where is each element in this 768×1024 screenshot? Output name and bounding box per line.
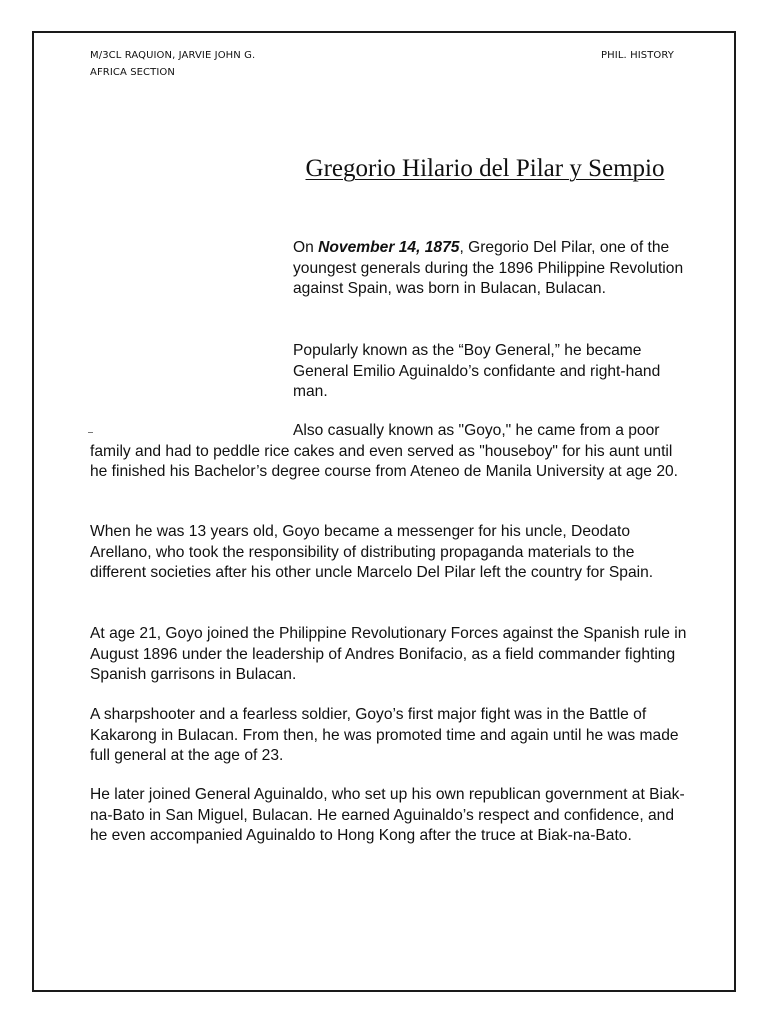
- paragraph-birth: [293, 238, 693, 300]
- paragraph-birth-rest: , Gregorio Del Pilar, one of the youngest generals during the 1896 Philippine Revolution against Spain, was born in Bulacan, Bulacan.: [293, 239, 684, 298]
- document-title: Gregorio Hilario del Pilar y Sempio: [305, 155, 665, 182]
- paragraph-boy-general: Popularly known as the “Boy General,” he became General Emilio Aguinaldo’s confidante and right-hand man.: [293, 342, 661, 401]
- section-line: AFRICA SECTION: [90, 67, 175, 78]
- birth-date: November 14, 1875: [318, 239, 460, 256]
- subject-label: PHIL. HISTORY: [601, 50, 674, 61]
- paragraph-goyo: Also casually known as "Goyo," he came from a poor family and had to peddle rice cakes and even served as "houseboy" for his aunt until he finished his Bachelor’s degree course from Ateneo de Manila University at age 20.: [90, 422, 678, 481]
- student-info: [90, 47, 255, 81]
- paragraph-revolution: At age 21, Goyo joined the Philippine Revolutionary Forces against the Spanish rule in August 1896 under the leadership of Andres Bonifacio, as a field commander fighting Spanish garrisons in Bulacan.: [90, 625, 687, 684]
- paragraph-birth-lead: On: [293, 239, 319, 256]
- paragraph-sharpshooter: A sharpshooter and a fearless soldier, Goyo’s first major fight was in the Battle of Kakarong in Bulacan. From then, he was promoted time and again until he was made full general at the age of 23.: [90, 706, 679, 765]
- paragraph-messenger: When he was 13 years old, Goyo became a messenger for his uncle, Deodato Arellano, who took the responsibility of distributing propaganda materials to the different societies after his other uncle Marcelo Del Pilar left the country for Spain.: [90, 523, 654, 582]
- student-name-line: M/3CL RAQUION, JARVIE JOHN G.: [90, 50, 256, 61]
- paragraph-aguinaldo: He later joined General Aguinaldo, who set up his own republican government at Biak-na-Bato in San Miguel, Bulacan. He earned Aguinaldo’s respect and confidence, and he even accompanied Aguinaldo to Hong Kong after the truce at Biak-na-Bato.: [90, 786, 685, 845]
